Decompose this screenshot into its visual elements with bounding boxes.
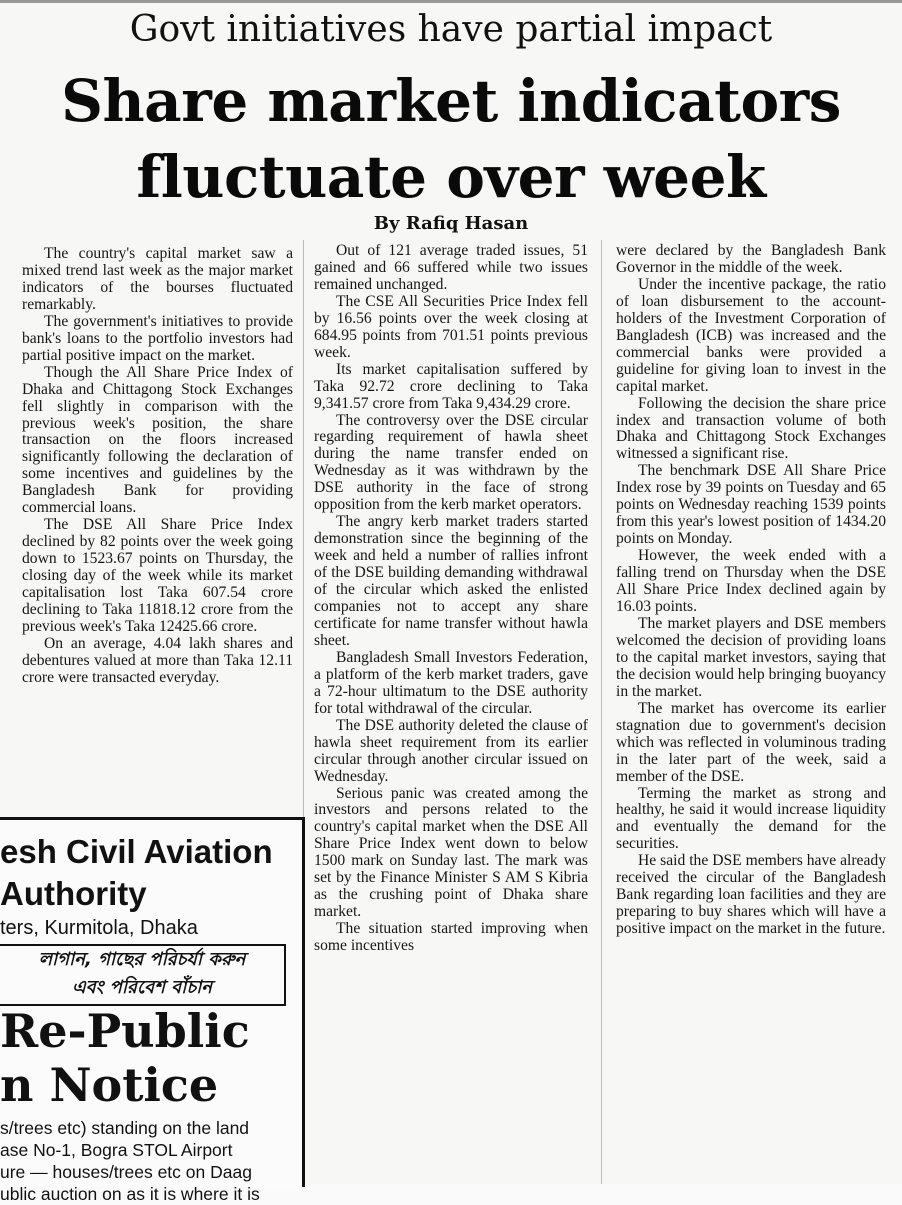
paragraph: The market has overcome its earlier stagnation due to government's decision which was reflected in voluminous trading in the later part of the week, said a member of the DSE. xyxy=(616,699,886,785)
article-column-2 xyxy=(314,243,588,955)
civil-aviation-advertisement xyxy=(0,817,305,1204)
article-column-1 xyxy=(22,246,293,687)
paragraph: However, the week ended with a falling trend on Thursday when the DSE All Share Price Index declined again by 16.03 points. xyxy=(616,547,886,616)
ad-body-line: ure — houses/trees etc on Daag xyxy=(0,1162,252,1182)
paragraph: The government's initiatives to provide bank's loans to the portfolio investors had partial positive impact on the market. xyxy=(22,312,293,364)
paragraph: Bangladesh Small Investors Federation, a platform of the kerb market traders, gave a 72-hour ultimatum to the DSE authority for total withdrawal of the circular. xyxy=(314,648,588,717)
paragraph: Following the decision the share price index and transaction volume of both Dhaka and Chittagong Stock Exchanges witnessed a significant rise. xyxy=(616,394,886,463)
ad-organization-name: esh Civil Aviation xyxy=(0,833,273,870)
ad-body-line: ase No-1, Bogra STOL Airport xyxy=(0,1140,233,1160)
ad-body-line: ublic auction on as it is where it is xyxy=(0,1184,260,1204)
paragraph: He said the DSE members have already received the circular of the Bangladesh Bank regarding loan facilities and they are preparing to buy shares which will have a positive impact on the market in the future. xyxy=(616,852,886,938)
paragraph: On an average, 4.04 lakh shares and debentures valued at more than Taka 12.11 crore were transacted everyday. xyxy=(22,634,293,686)
ad-notice-heading-1: Re-Public xyxy=(0,1004,250,1058)
ad-organization-name-2: Authority xyxy=(0,875,147,912)
ad-notice-heading-2: n Notice xyxy=(0,1058,219,1112)
paragraph: The benchmark DSE All Share Price Index rose by 39 points on Tuesday and 65 points on Wednesday reaching 1539 points from this year's lowest position of 1434.20 points on Monday. xyxy=(616,462,886,548)
top-rule xyxy=(0,0,902,3)
paragraph: The angry kerb market traders started demonstration since the beginning of the week and held a number of rallies infront of the DSE building demanding withdrawal of the circular which asked the enlisted companies not to accept any share certificate for name transfer without hawla sheet. xyxy=(314,513,588,649)
paragraph: The controversy over the DSE circular regarding requirement of hawla sheet during the name transfer ended on Wednesday as it was withdrawn by the DSE authority in the face of strong opposition from the kerb market operators. xyxy=(314,411,588,514)
paragraph: Out of 121 average traded issues, 51 gained and 66 suffered while two issues remained unchanged. xyxy=(314,242,588,293)
ad-bangla-slogan-box xyxy=(0,944,286,1006)
paragraph: The CSE All Securities Price Index fell by 16.56 points over the week closing at 684.95 points from 701.51 points previous week. xyxy=(314,292,588,361)
paragraph: Serious panic was created among the investors and persons related to the country's capital market when the DSE All Share Price Index went down to below 1500 mark on Sunday last. The mark was set by the Finance Minister S AM S Kibria as the crushing point of Dhaka share market. xyxy=(314,784,588,921)
ad-address: ters, Kurmitola, Dhaka xyxy=(0,917,198,939)
paragraph: Terming the market as strong and healthy, he said it would increase liquidity and eventually the demand for the securities. xyxy=(616,784,886,853)
ad-bangla-slogan-1: লাগান, গাছের পরিচর্যা করুন xyxy=(38,949,246,970)
paragraph: The market players and DSE members welcomed the decision of providing loans to the capital market investors, saying that the decision would help bringing buoyancy in the market. xyxy=(616,614,886,700)
paragraph: were declared by the Bangladesh Bank Governor in the middle of the week. xyxy=(616,242,886,276)
paragraph: Though the All Share Price Index of Dhaka and Chittagong Stock Exchanges fell slightly in comparison with the previous week's position, the share transaction on the floors increased significantly following the declaration of some incentives and guidelines by the Bangladesh Bank for providing commercial loans. xyxy=(22,363,293,517)
main-headline-line-1: Share market indicators xyxy=(61,67,841,135)
paragraph: The situation started improving when some incentives xyxy=(314,920,588,955)
main-headline-line-2: fluctuate over week xyxy=(136,143,766,211)
paragraph: Under the incentive package, the ratio of loan disbursement to the account-holders of the Investment Corporation of Bangladesh (ICB) was increased and the commercial banks were provided a guideline for giving loan to invest in the capital market. xyxy=(616,275,886,395)
ad-body-line: s/trees etc) standing on the land xyxy=(0,1118,250,1138)
paragraph: The country's capital market saw a mixed trend last week as the major market indicators of the bourses fluctuated remarkably. xyxy=(22,245,293,313)
byline: By Rafiq Hasan xyxy=(373,213,529,234)
paragraph: Its market capitalisation suffered by Taka 92.72 crore declining to Taka 9,341.57 crore from Taka 9,434.29 crore. xyxy=(314,360,588,412)
article-column-3 xyxy=(616,243,886,938)
column-divider xyxy=(601,240,602,1184)
kicker-headline: Govt initiatives have partial impact xyxy=(129,9,773,50)
ad-bangla-slogan-2: এবং পরিবেশ বাঁচান xyxy=(71,977,213,998)
paragraph: The DSE All Share Price Index declined by 82 points over the week going down to 1523.67 points on Thursday, the closing day of the week while its market capitalisation lost Taka 607.54 crore declining to Taka 11818.12 crore from the previous week's Taka 12425.66 crore. xyxy=(22,516,293,635)
paragraph: The DSE authority deleted the clause of hawla sheet requirement from its earlier circular through another circular issued on Wednesday. xyxy=(314,716,588,785)
